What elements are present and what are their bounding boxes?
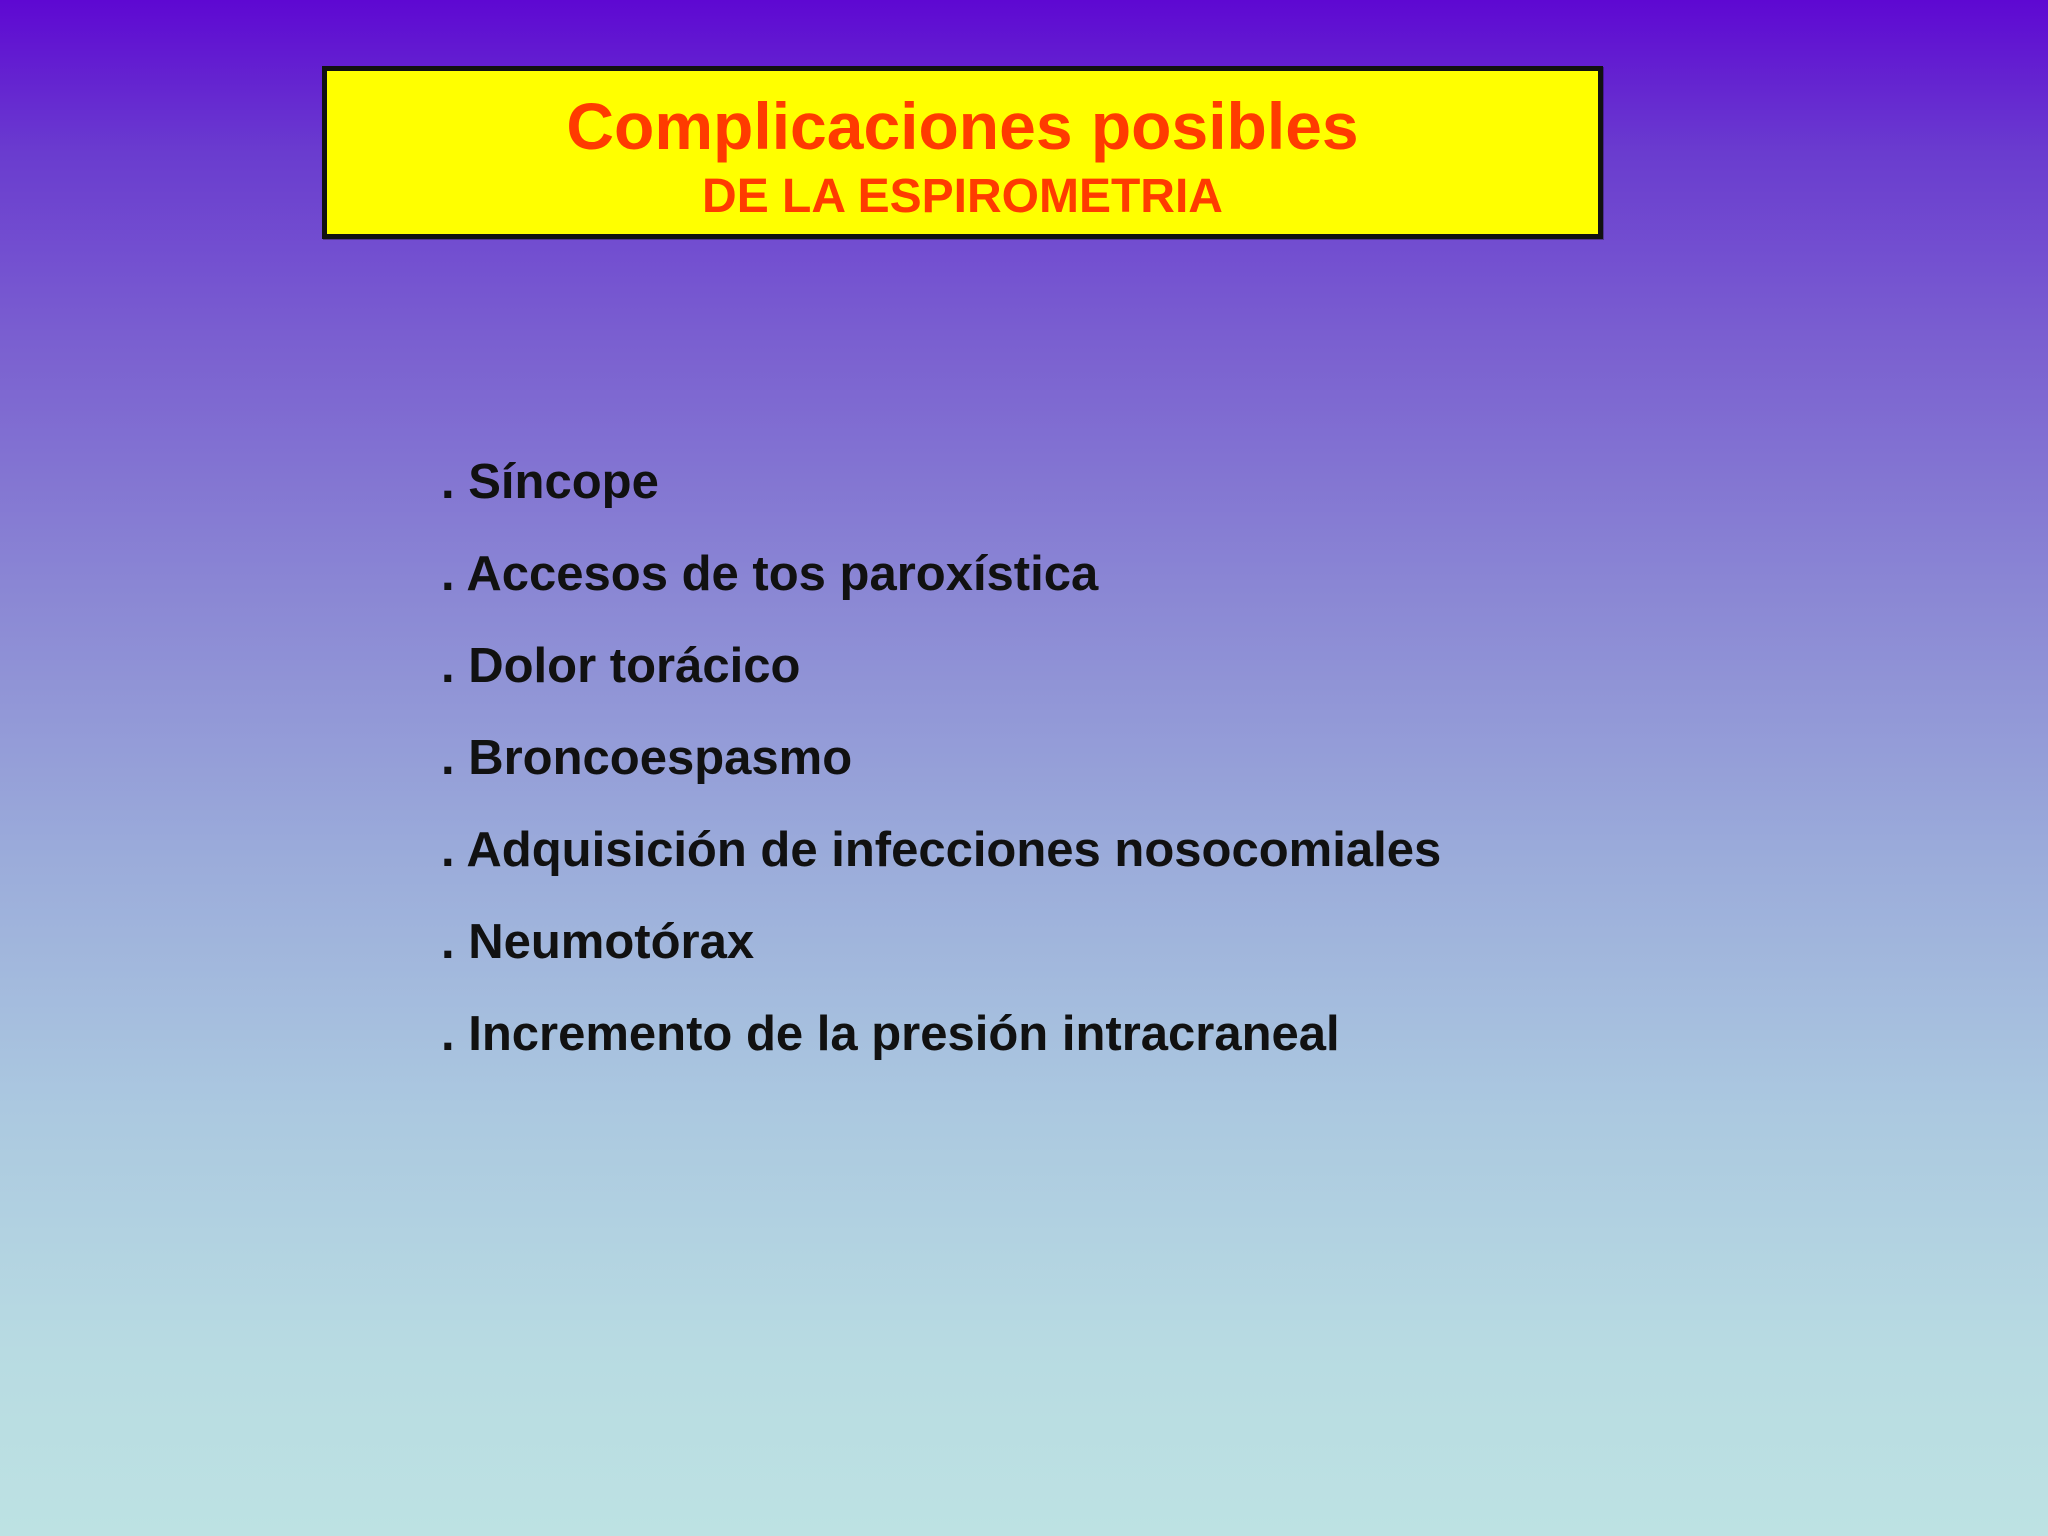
list-item: . Accesos de tos paroxística <box>441 547 1099 601</box>
slide-title: Complicaciones posibles <box>566 89 1359 163</box>
list-item: . Dolor torácico <box>441 639 801 693</box>
list-item: . Adquisición de infecciones nosocomiales <box>441 823 1442 877</box>
list-item: . Síncope <box>441 455 659 509</box>
list-item: . Incremento de la presión intracraneal <box>441 1007 1340 1061</box>
complications-list <box>441 436 1441 1080</box>
list-item: . Neumotórax <box>441 915 755 969</box>
slide-subtitle: DE LA ESPIROMETRIA <box>702 170 1223 223</box>
list-item: . Broncoespasmo <box>441 731 853 785</box>
title-box <box>322 66 1603 239</box>
